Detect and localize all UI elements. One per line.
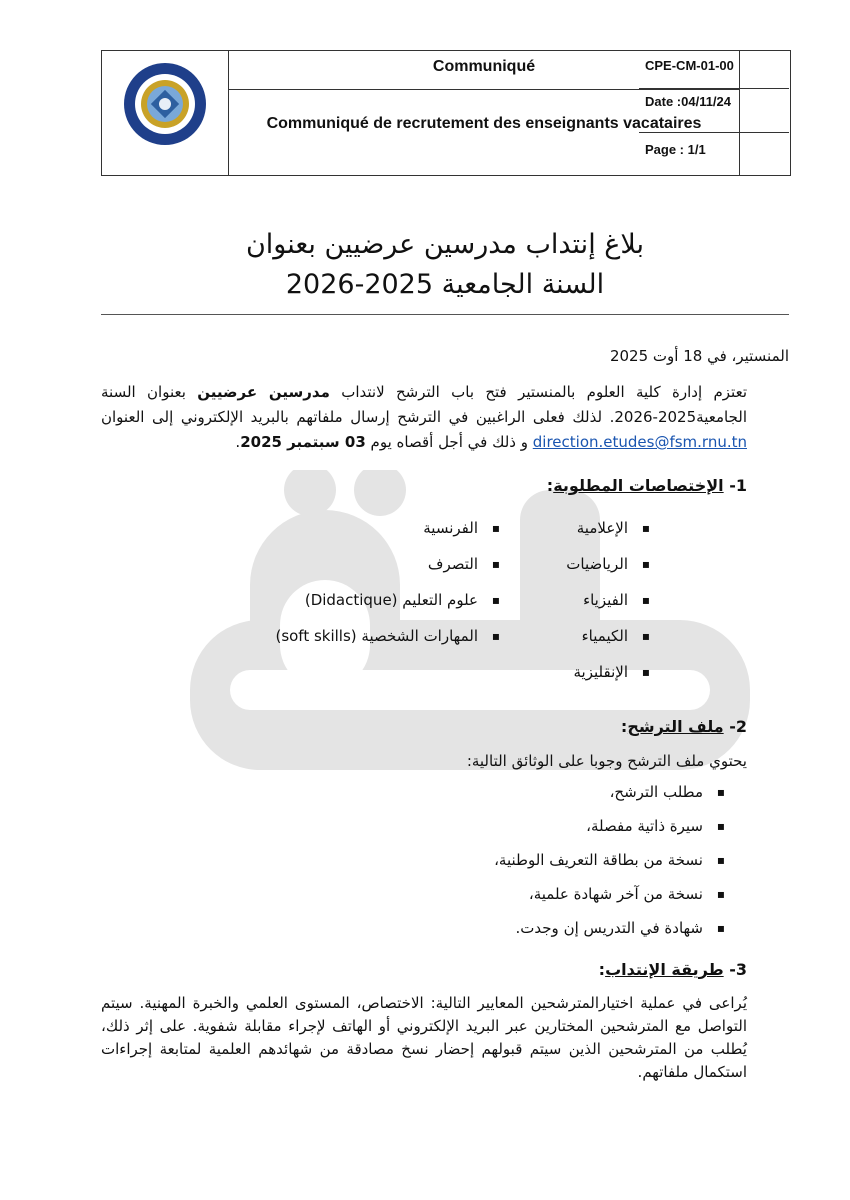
specialties-left-list xyxy=(100,510,500,654)
list-item: ▪ سيرة ذاتية مفصلة، xyxy=(100,809,725,843)
intro-text-2: بعنوان السنة الجامعية2025-2026. لذلك فعلى الراغبين في الترشح إرسال ملفاتهم بالبريد الإلكتروني إلى العنوان xyxy=(101,383,747,426)
title-line-2: السنة الجامعية 2025-2026 xyxy=(285,269,605,300)
section-3-colon: : xyxy=(598,960,606,979)
list-item: ▪ الإنقليزية xyxy=(100,654,650,690)
list-item: ▪ التصرف xyxy=(100,546,500,582)
section-2-title: ملف الترشح xyxy=(627,717,724,736)
section-1-title: الإختصاصات المطلوبة xyxy=(553,476,724,495)
list-item: ▪ الفرنسية xyxy=(100,510,500,546)
documents-list xyxy=(100,775,725,945)
intro-text-3: و ذلك في أجل أقصاه يوم xyxy=(365,433,533,451)
faculty-logo-icon xyxy=(122,61,208,147)
section-3-text: يُراعى في عملية اختيارالمترشحين المعايير التالية: الاختصاص، المستوى العلمي والخبرة المهنية. سيتم التواصل مع المترشحين المختارين عبر البريد الإلكتروني أو الهاتف لإجراء مقابلة شفوية. على إثر ذلك، يُطلب من المترشحين الذين سيتم قبولهم إحضار نسخ مصادقة من شهائدهم العلمية لمتابعة إجراءات استكمال ملفاتهم. xyxy=(101,994,747,1081)
title-divider xyxy=(101,314,789,315)
email-link[interactable]: direction.etudes@fsm.rnu.tn xyxy=(532,433,747,451)
doc-date: Date :04/11/24 xyxy=(639,89,789,133)
list-item: ▪ الكيمياء xyxy=(100,618,650,654)
intro-paragraph xyxy=(101,380,747,455)
list-item: ▪ علوم التعليم (Didactique) xyxy=(100,582,500,618)
list-item: ▪ مطلب الترشح، xyxy=(100,775,725,809)
section-2-number: 2- xyxy=(729,717,747,736)
deadline-date: 03 سبتمبر 2025 xyxy=(240,433,366,451)
list-item: ▪ الرياضيات xyxy=(100,546,650,582)
list-item: ▪ المهارات الشخصية (soft skills) xyxy=(100,618,500,654)
date-line: المنستير، في 18 أوت 2025 xyxy=(609,347,789,365)
doc-code: CPE-CM-01-00 xyxy=(639,51,789,89)
header-subtitle: Communiqué de recrutement des enseignants vacataires xyxy=(266,115,702,132)
section-1-number: 1- xyxy=(729,476,747,495)
section-1-heading xyxy=(101,476,747,495)
list-item: ▪ الإعلامية xyxy=(100,510,650,546)
section-3-heading xyxy=(101,960,747,979)
intro-text-1: تعتزم إدارة كلية العلوم بالمنستير فتح باب الترشح لانتداب xyxy=(329,383,747,401)
section-1-colon: : xyxy=(546,476,554,495)
intro-end: . xyxy=(235,433,241,451)
document-title xyxy=(101,225,789,305)
section-2-heading xyxy=(101,717,747,736)
title-line-1: بلاغ إنتداب مدرسين عرضيين بعنوان xyxy=(245,229,645,260)
list-item: ▪ نسخة من آخر شهادة علمية، xyxy=(100,877,725,911)
section-2-colon: : xyxy=(620,717,628,736)
intro-bold: مدرسين عرضيين xyxy=(197,383,330,401)
header-title: Communiqué xyxy=(229,51,739,90)
doc-page: Page : 1/1 xyxy=(645,142,706,157)
list-item: ▪ شهادة في التدريس إن وجدت. xyxy=(100,911,725,945)
list-item: ▪ الفيزياء xyxy=(100,582,650,618)
logo-cell xyxy=(102,51,229,175)
section-3-title: طريقة الإنتداب xyxy=(605,960,724,979)
list-item: ▪ نسخة من بطاقة التعريف الوطنية، xyxy=(100,843,725,877)
section-2-intro: يحتوي ملف الترشح وجوبا على الوثائق التالية: xyxy=(466,752,747,770)
header-table xyxy=(101,50,791,176)
section-3-number: 3- xyxy=(729,960,747,979)
